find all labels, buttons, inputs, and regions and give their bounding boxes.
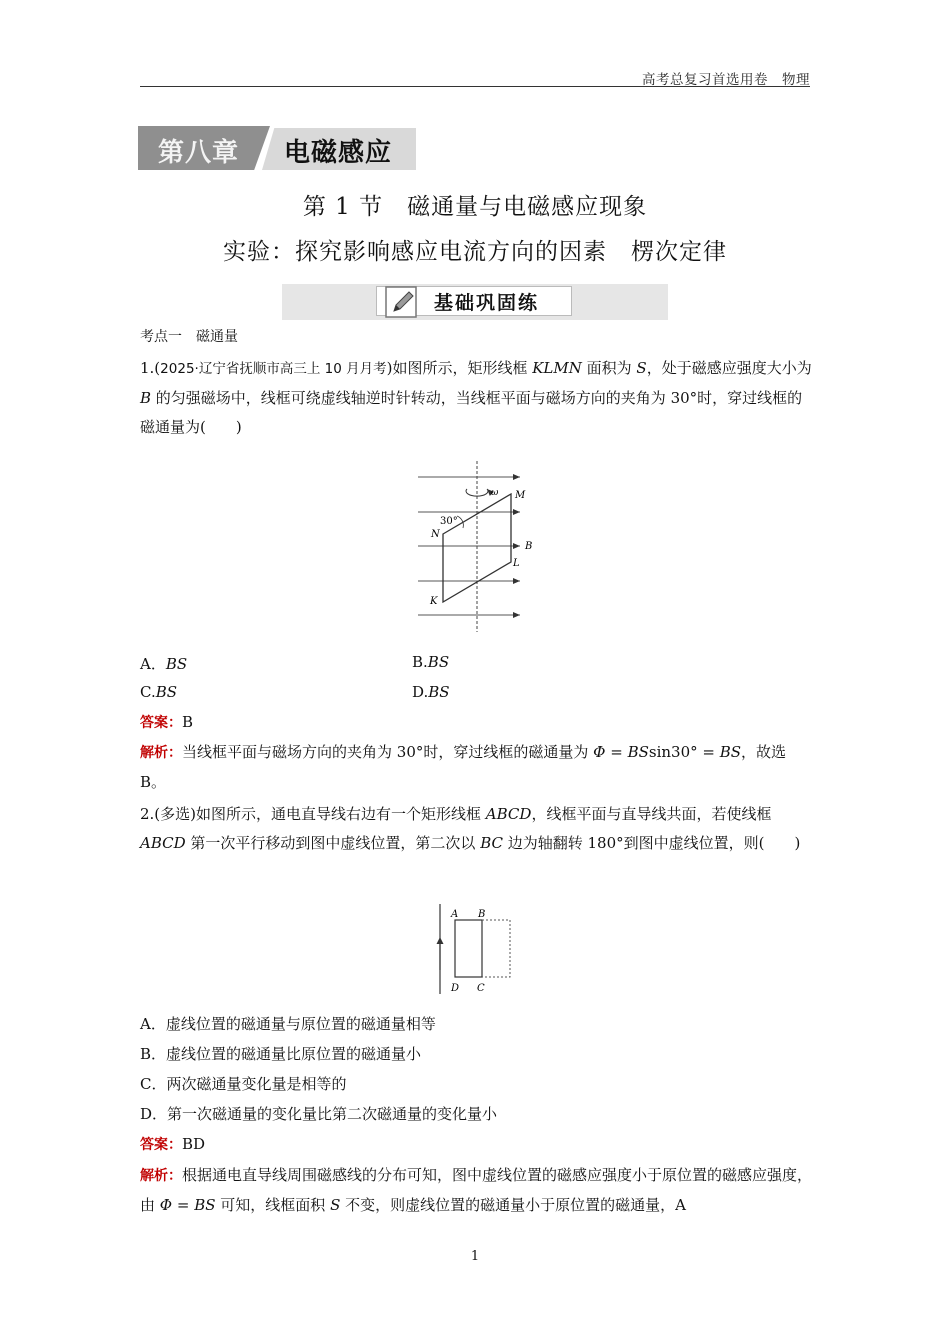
figure-1-rotating-frame: [415, 456, 545, 636]
q2-analysis-label: 解析：: [140, 1168, 182, 1184]
q1-analysis-bs: BS: [627, 743, 649, 761]
q1-analysis-d: ，故选 B。: [140, 743, 787, 791]
practice-label: 基础巩固练: [434, 292, 540, 314]
chapter-banner: [138, 126, 416, 172]
q2-analysis-a: 根据通电直导线周围磁感线的分布可知，图中虚线位置的磁感应强度小于原位置的磁感应强度，由: [140, 1166, 813, 1214]
q2-analysis-d: 不变，则虚线位置的磁通量小于原位置的磁通量，A: [340, 1196, 686, 1214]
q1-text-c: ，处于磁感应强度大小为: [646, 359, 812, 377]
q1-option-c: [140, 683, 177, 701]
q1-text-a: )如图所示，矩形线框: [386, 359, 533, 377]
q2-option-d: D．第一次磁通量的变化量比第二次磁通量的变化量小: [140, 1105, 498, 1123]
q1-fig-angle: 30°: [440, 516, 458, 527]
q2-analysis-c: 可知，线框面积: [215, 1196, 331, 1214]
q1-analysis-label: 解析：: [140, 745, 182, 761]
section-title: 第 1 节 磁通量与电磁感应现象: [302, 194, 648, 220]
q2-text-c: 边为轴翻转 180°到图中虚线位置，则( ): [502, 834, 801, 852]
q2-fig-label-d: D: [451, 983, 460, 994]
q1-frame: KLMN: [532, 359, 582, 377]
pencil-icon: [382, 285, 422, 319]
q1-b: B: [140, 389, 152, 407]
q2-answer-label: 答案：: [140, 1137, 182, 1153]
q1-analysis-phi: Φ: [593, 743, 606, 761]
q1-analysis-c: sin30° =: [648, 743, 720, 761]
q1-fig-label-n: N: [431, 529, 440, 540]
q1-analysis: [140, 738, 812, 797]
q2-frame2: ABCD: [140, 834, 186, 852]
q2-fig-label-c: C: [477, 983, 485, 994]
q2-analysis-s: S: [330, 1196, 341, 1214]
header-divider: [140, 86, 810, 87]
q1-fig-label-b: B: [525, 541, 533, 552]
q1-fig-label-k: K: [430, 596, 438, 607]
section-subtitle: 实验：探究影响感应电流方向的因素 楞次定律: [223, 239, 727, 265]
q2-bc: BC: [480, 834, 503, 852]
page-number: 1: [470, 1249, 480, 1264]
q2-prefix: 2.(多选)如图所示，通电直导线右边有一个矩形线框: [140, 805, 486, 823]
q1-option-a: [140, 653, 187, 674]
q1-option-c-letter: C.: [140, 683, 156, 701]
q1-option-d-value: BS: [428, 683, 450, 701]
q2-text-a: ，线框平面与直导线共面，若使线框: [531, 805, 772, 823]
q1-text-b: 面积为: [581, 359, 637, 377]
q1-option-a-letter: A．: [140, 655, 166, 673]
question-2-text: [140, 800, 812, 858]
q2-frame: ABCD: [485, 805, 532, 823]
q2-fig-label-b: B: [478, 909, 486, 920]
header-text: 高考总复习首选用卷 物理: [642, 72, 810, 88]
q2-fig-label-a: A: [451, 909, 459, 920]
topic-heading: 考点一 磁通量: [140, 329, 238, 345]
q1-answer: [140, 708, 812, 738]
q1-analysis-bs2: BS: [719, 743, 742, 761]
q1-option-d: [412, 683, 450, 701]
q2-option-a: A．虚线位置的磁通量与原位置的磁通量相等: [140, 1015, 436, 1033]
q2-option-c: C．两次磁通量变化量是相等的: [140, 1075, 347, 1093]
q1-fig-label-l: L: [513, 558, 520, 569]
q1-option-c-value: BS: [155, 683, 178, 701]
q2-option-b: B．虚线位置的磁通量比原位置的磁通量小: [140, 1045, 422, 1063]
q2-answer: [140, 1130, 812, 1160]
question-1-text: [140, 354, 812, 442]
q2-analysis: [140, 1161, 812, 1220]
q1-option-b: [412, 653, 449, 671]
chapter-number: 第八章: [158, 138, 240, 168]
q1-analysis-b: =: [605, 743, 628, 761]
q1-s: S: [636, 359, 647, 377]
chapter-title: 电磁感应: [284, 138, 393, 168]
q1-option-b-value: BS: [427, 653, 450, 671]
practice-banner: [282, 284, 668, 320]
q1-analysis-a: 当线框平面与磁场方向的夹角为 30°时，穿过线框的磁通量为: [182, 743, 594, 761]
q1-answer-label: 答案：: [140, 715, 182, 731]
q2-text-b: 第一次平行移动到图中虚线位置，第二次以: [185, 834, 481, 852]
q2-answer-value: BD: [182, 1135, 206, 1153]
q1-fig-omega: ω: [491, 488, 499, 498]
q1-option-a-value: BS: [165, 655, 188, 673]
q1-option-b-letter: B.: [412, 653, 428, 671]
q1-answer-value: B: [182, 713, 194, 731]
figure-2-wire-and-frame: [432, 900, 522, 996]
q1-source: 2025·辽宁省抚顺市高三上 10 月月考: [160, 361, 387, 377]
q2-analysis-phi: Φ: [159, 1196, 173, 1214]
q2-analysis-bs: BS: [194, 1196, 216, 1214]
q1-text-d: 的匀强磁场中，线框可绕虚线轴逆时针转动，当线框平面与磁场方向的夹角为 30°时，穿过线框的磁通量为( ): [140, 389, 803, 436]
q2-analysis-b: =: [172, 1196, 195, 1214]
q1-prefix: 1.(: [140, 359, 161, 377]
q1-option-d-letter: D.: [412, 683, 429, 701]
q1-fig-label-m: M: [515, 490, 526, 501]
